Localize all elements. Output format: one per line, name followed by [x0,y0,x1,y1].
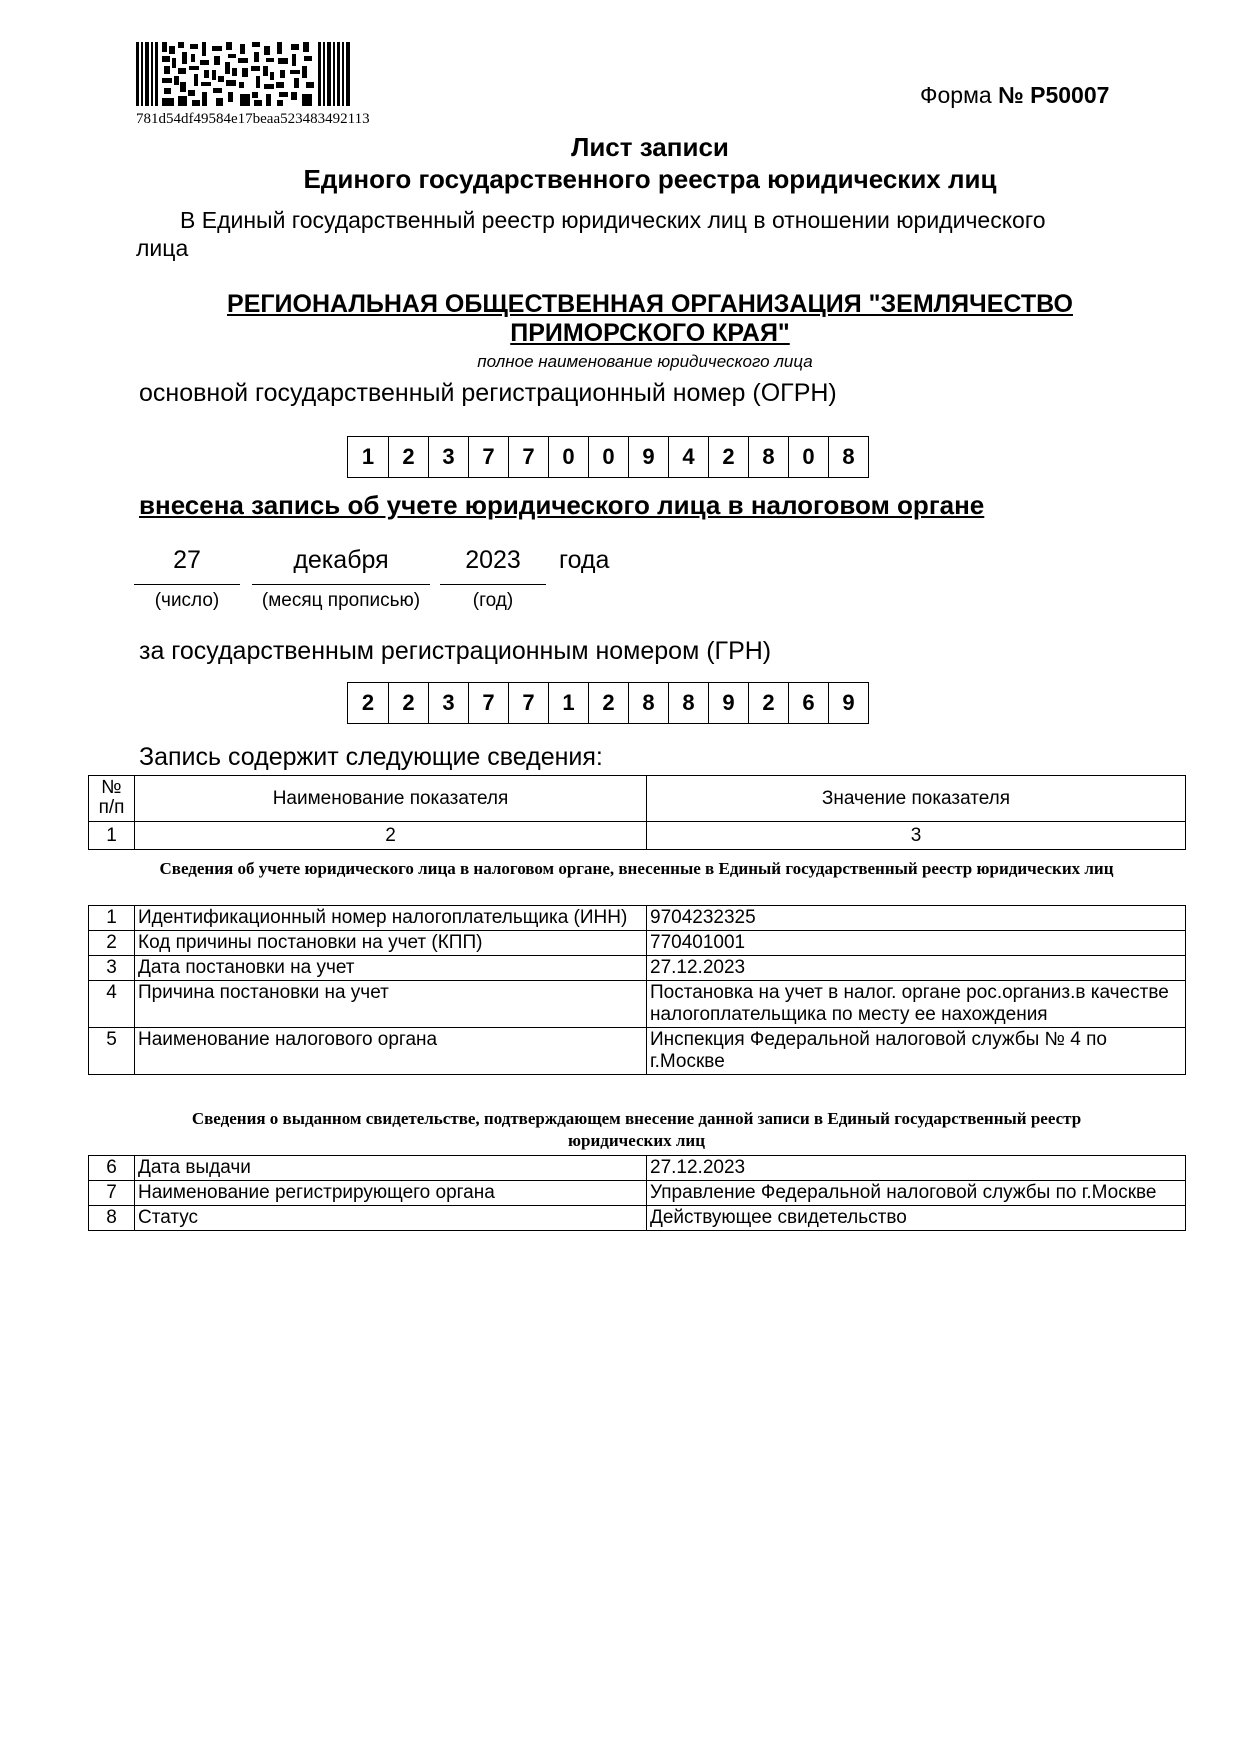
ogrn-digit: 3 [428,437,468,477]
ogrn-digit: 4 [668,437,708,477]
table-row [89,1028,1186,1075]
row-number: 2 [89,931,135,956]
table-row [89,956,1186,981]
ogrn-digit: 0 [588,437,628,477]
title-line-2: Единого государственного реестра юридических лиц [303,164,997,194]
row-indicator-value: 27.12.2023 [647,1156,1186,1181]
grn-digit: 6 [788,683,828,723]
table-row [89,1206,1186,1231]
info-table-header [88,775,1186,850]
col-header-num: № п/п [89,776,135,822]
row-number: 1 [89,906,135,931]
row-number: 5 [89,1028,135,1075]
section-1-table [88,905,1186,1075]
row-indicator-value: Постановка на учет в налог. органе рос.организ.в качестве налогоплательщика по месту ее нахождения [647,981,1186,1028]
row-indicator-name: Статус [135,1206,647,1231]
grn-digit: 8 [668,683,708,723]
row-indicator-value: 770401001 [647,931,1186,956]
table-row [89,981,1186,1028]
ogrn-digit: 0 [788,437,828,477]
section-2-table [88,1155,1186,1231]
date-month-caption: (месяц прописью) [261,590,421,611]
ogrn-digit: 7 [508,437,548,477]
row-number: 4 [89,981,135,1028]
date-year-caption: (год) [472,590,514,611]
grn-digit: 2 [748,683,788,723]
grn-digit: 2 [588,683,628,723]
org-name-caption: полное наименование юридического лица [477,352,813,371]
grn-label: за государственным регистрационным номером (ГРН) [139,637,772,665]
org-name-line-1: РЕГИОНАЛЬНАЯ ОБЩЕСТВЕННАЯ ОРГАНИЗАЦИЯ "ЗЕМЛЯЧЕСТВО [227,290,1073,318]
row-indicator-name: Код причины постановки на учет (КПП) [135,931,647,956]
barcode-code: 781d54df49584e17beaa523483492113 [136,111,370,127]
ogrn-digit: 1 [361,444,375,469]
date-day: 27 [134,546,240,585]
date-day-caption: (число) [154,590,220,611]
record-statement: внесена запись об учете юридического лица в налоговом органе [139,490,985,520]
row-indicator-value: Управление Федеральной налоговой службы по г.Москве [647,1181,1186,1206]
table-row [89,906,1186,931]
date-suffix: года [559,546,610,574]
ogrn-label: основной государственный регистрационный номер (ОГРН) [139,379,837,407]
col-number-2: 2 [135,822,647,850]
table-row [89,1181,1186,1206]
row-indicator-value: 9704232325 [647,906,1186,931]
table-intro: Запись содержит следующие сведения: [139,743,603,771]
row-number: 6 [89,1156,135,1181]
row-number: 3 [89,956,135,981]
grn-digits [347,682,869,724]
table-row [89,1156,1186,1181]
ogrn-digit: 2 [708,437,748,477]
grn-digit: 9 [828,683,868,723]
org-name-line-2: ПРИМОРСКОГО КРАЯ" [510,319,790,347]
date-year: 2023 [440,546,546,585]
row-number: 7 [89,1181,135,1206]
col-number-1: 1 [89,822,135,850]
row-indicator-name: Причина постановки на учет [135,981,647,1028]
ogrn-digits [347,436,869,478]
intro-text: В Единый государственный реестр юридических лиц в отношении юридического лица [136,207,1046,261]
grn-digit: 8 [628,683,668,723]
row-indicator-value: Инспекция Федеральной налоговой службы № 4 по г.Москве [647,1028,1186,1075]
row-indicator-value: 27.12.2023 [647,956,1186,981]
row-indicator-name: Дата постановки на учет [135,956,647,981]
ogrn-digit: 7 [468,437,508,477]
form-prefix: Форма [920,82,992,108]
row-indicator-value: Действующее свидетельство [647,1206,1186,1231]
row-indicator-name: Идентификационный номер налогоплательщика (ИНН) [135,906,647,931]
col-header-value: Значение показателя [647,776,1186,822]
ogrn-digit: 2 [388,437,428,477]
row-number: 8 [89,1206,135,1231]
ogrn-digit: 8 [828,437,868,477]
form-number: № Р50007 [998,82,1110,108]
row-indicator-name: Наименование регистрирующего органа [135,1181,647,1206]
date-month: декабря [252,546,430,585]
form-label [920,82,1109,109]
grn-digit: 9 [708,683,748,723]
grn-digit: 3 [428,683,468,723]
row-indicator-name: Наименование налогового органа [135,1028,647,1075]
grn-digit: 7 [468,683,508,723]
title-line-1: Лист записи [571,132,729,162]
grn-digit: 1 [548,683,588,723]
barcode-image [136,42,351,106]
ogrn-digit: 9 [628,437,668,477]
grn-digit: 7 [508,683,548,723]
grn-digit: 2 [388,683,428,723]
ogrn-digit: 8 [748,437,788,477]
row-indicator-name: Дата выдачи [135,1156,647,1181]
col-number-3: 3 [647,822,1186,850]
section-1-title: Сведения об учете юридического лица в налоговом органе, внесенные в Единый государственный реестр юридических лиц [159,859,1114,878]
ogrn-digit: 0 [548,437,588,477]
section-2-title: Сведения о выданном свидетельстве, подтверждающем внесение данной записи в Единый государственный реестр юридических лиц [191,1109,1082,1150]
grn-digit: 2 [361,690,375,715]
table-row [89,931,1186,956]
col-header-name: Наименование показателя [135,776,647,822]
